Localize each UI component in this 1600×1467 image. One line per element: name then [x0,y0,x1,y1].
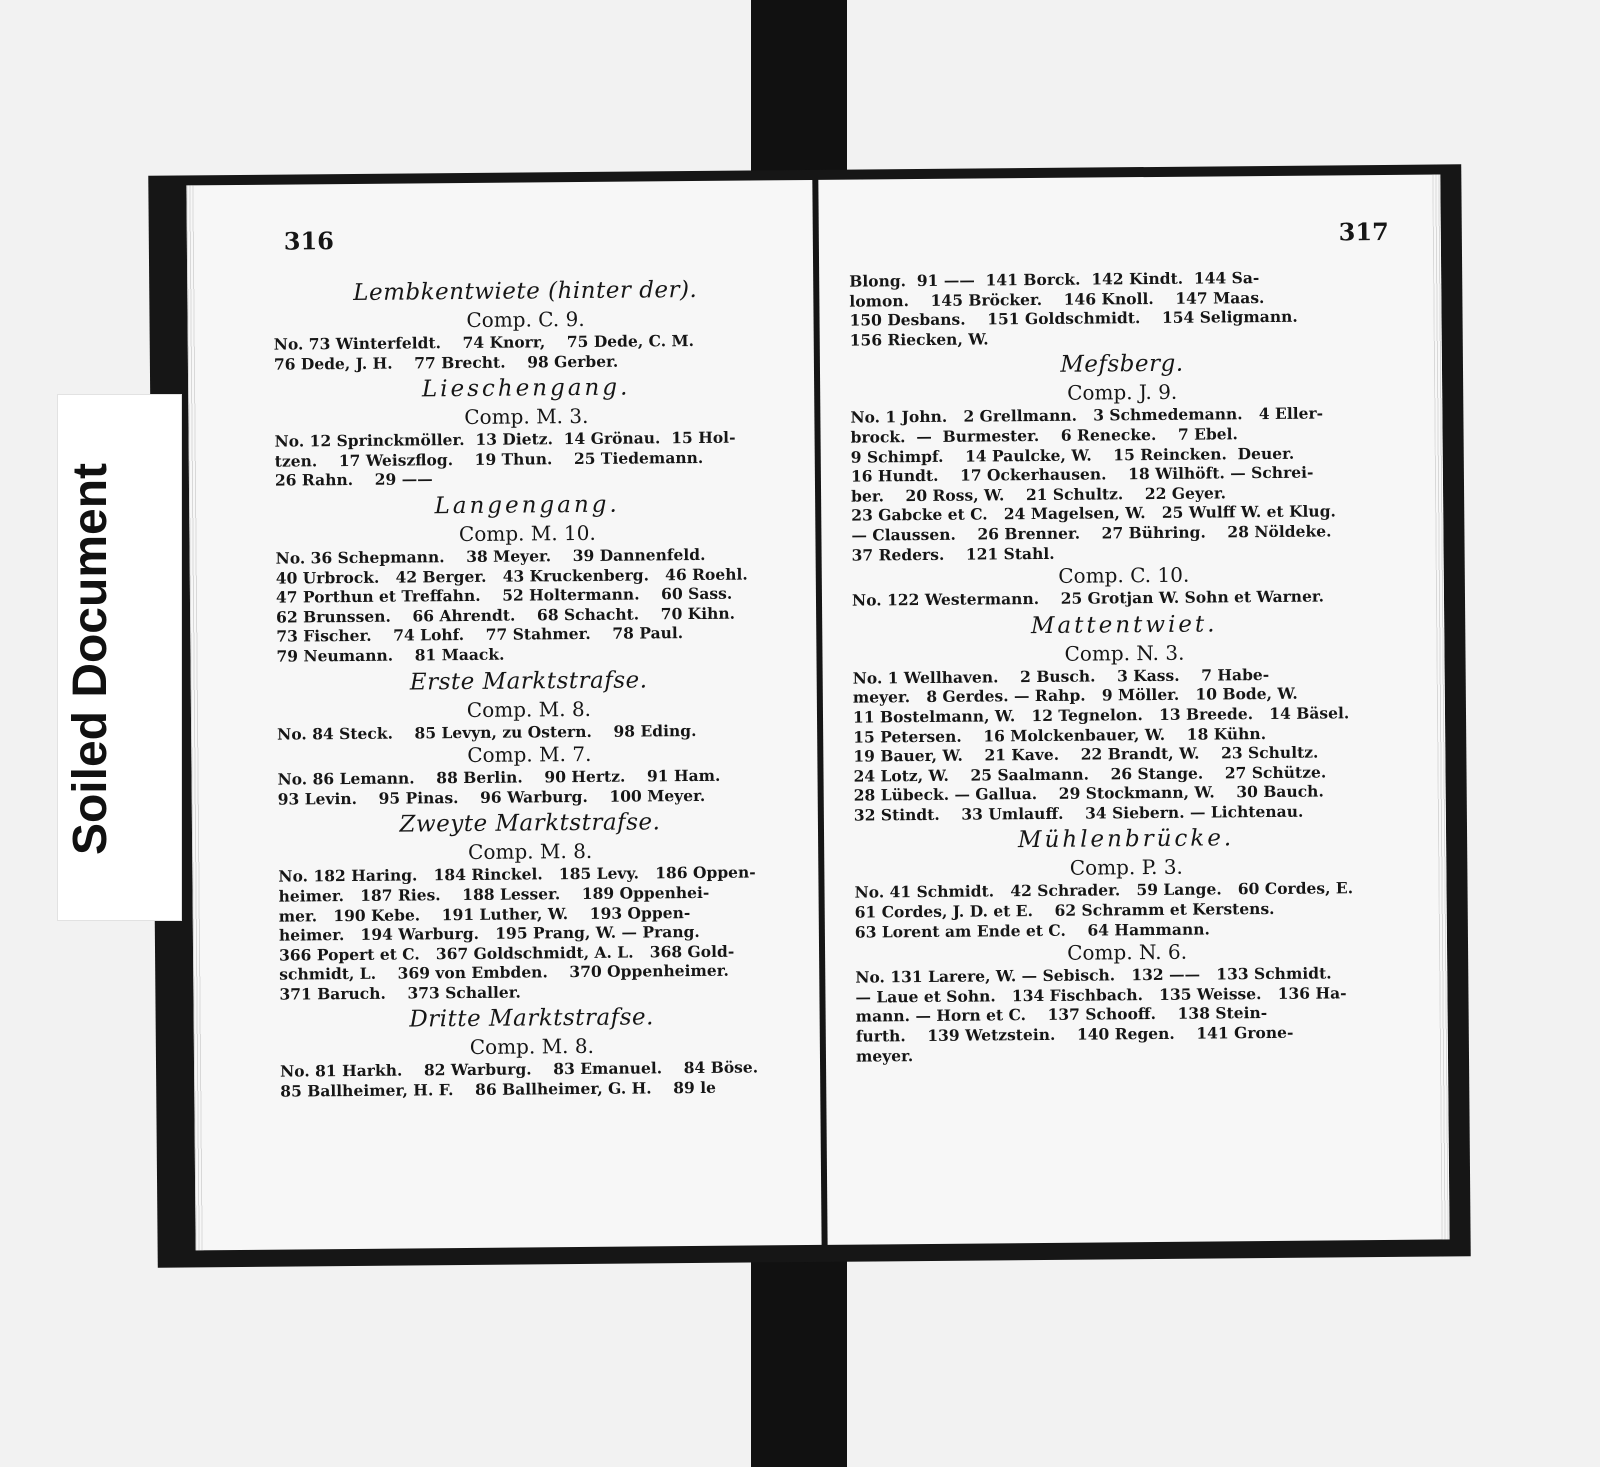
company-heading: Comp. M. 8. [469,1034,595,1060]
right-page [818,174,1449,1244]
entry-line: 47 Porthun et Treffahn. 52 Holtermann. 60 Sass. [275,583,733,607]
entry-list [276,544,781,666]
entry-line: 15 Petersen. 16 Molckenbauer, W. 18 Kühn. [853,723,1267,747]
entry-line: mann. — Horn et C. 137 Schooff. 138 Stein- [855,1003,1268,1027]
street-heading: Lieschengang. [421,374,631,403]
entry-line: No. 73 Winterfeldt. 74 Knorr, 75 Dede, C. M. [273,330,695,354]
entry-line: 40 Urbrock. 42 Berger. 43 Kruckenberg. 46 Roehl. [275,564,748,588]
company-heading: Comp. N. 3. [1064,640,1185,666]
entry-line: 9 Schimpf. 14 Paulcke, W. 15 Reincken. Deuer. [850,443,1295,467]
entry-line: 76 Dede, J. H. 77 Brecht. 98 Gerber. [273,351,619,374]
entry-line: 28 Lübeck. — Gallua. 29 Stockmann, W. 30 Bauch. [853,781,1324,805]
entry-line: — Claussen. 26 Brenner. 27 Bühring. 28 Nöldeke. [851,521,1332,545]
entry-line: No. 84 Steck. 85 Levyn, zu Ostern. 98 Eding. [277,720,697,744]
company-heading: Comp. M. 3. [464,404,589,430]
company-heading: Comp. P. 3. [1069,855,1183,881]
street-heading: Erste Marktstrafse. [409,666,648,696]
entry-line: 11 Bostelmann, W. 12 Tegnelon. 13 Breede. 14 Bäsel. [852,703,1350,727]
entry-line: 24 Lotz, W. 25 Saalmann. 26 Stange. 27 Schütze. [853,762,1327,786]
entry-list [855,963,1400,1066]
entry-line: heimer. 194 Warburg. 195 Prang, W. — Prang. [278,922,700,945]
entry-line: tzen. 17 Weiszflog. 19 Thun. 25 Tiedemann. [274,447,704,471]
company-heading: Comp. N. 6. [1067,939,1188,966]
entry-line: 37 Reders. 121 Stahl. [851,543,1055,565]
entry-line: No. 122 Westermann. 25 Grotjan W. Sohn et Warner. [851,586,1325,610]
entry-line: No. 1 Wellhaven. 2 Busch. 3 Kass. 7 Habe- [852,664,1270,688]
entry-line: No. 86 Lemann. 88 Berlin. 90 Hertz. 91 Ham. [277,765,721,789]
entry-list [854,878,1398,942]
mount-strip-top [751,0,847,183]
page-number-right: 317 [1338,216,1389,247]
entry-line: No. 81 Harkh. 82 Warburg. 83 Emanuel. 84 Böse. [280,1057,759,1082]
entry-line: 61 Cordes, J. D. et E. 62 Schramm et Kerstens. [854,899,1275,922]
street-heading: Mühlenbrücke. [1017,825,1235,854]
entry-line: — Laue et Sohn. 134 Fischbach. 135 Weisse. 136 Ha- [855,983,1347,1007]
left-page [186,180,821,1250]
entry-line: Blong. 91 —— 141 Borck. 142 Kindt. 144 Sa- [849,268,1260,291]
entry-line: 366 Popert et C. 367 Goldschmidt, A. L. 368 Gold- [278,941,735,965]
street-heading: Zweyte Marktstrafse. [399,809,661,838]
company-heading: Comp. C. 9. [466,306,585,332]
entry-list [850,403,1395,564]
entry-line: No. 1 John. 2 Grellmann. 3 Schmedemann. 4 Eller- [850,403,1324,428]
company-heading: Comp. M. 8. [466,696,592,722]
street-heading: Langengang. [434,491,620,520]
entry-line: No. 36 Schepmann. 38 Meyer. 39 Dannenfeld. [275,544,706,568]
entry-list [278,863,783,1005]
entry-line: No. 41 Schmidt. 42 Schrader. 59 Lange. 60 Cordes, E. [854,878,1354,903]
entry-list [274,330,778,374]
left-page-content [273,272,784,1101]
mount-strip-bottom [751,1248,847,1467]
entry-line: ber. 20 Ross, W. 21 Schultz. 22 Geyer. [850,483,1227,506]
entry-line: 85 Ballheimer, H. F. 86 Ballheimer, G. H. 89 le [280,1077,717,1101]
page-edge [1432,174,1449,1239]
entry-line: 26 Rahn. 29 —— [274,469,433,491]
entry-line: lomon. 145 Bröcker. 146 Knoll. 147 Maas. [849,287,1265,311]
entry-line: No. 12 Sprinckmöller. 13 Dietz. 14 Grönau. 15 Hol- [274,427,736,451]
company-heading: Comp. M. 8. [468,839,593,865]
street-heading: Lembkentwiete (hinter der). [353,276,698,306]
entry-list [853,664,1398,825]
entry-line: meyer. 8 Gerdes. — Rahp. 9 Möller. 10 Bode, W. [852,684,1298,707]
page-number-left: 316 [283,226,335,256]
entry-line: 16 Hundt. 17 Ockerhausen. 18 Wilhöft. — Schrei- [850,462,1314,486]
entry-line: heimer. 187 Ries. 188 Lesser. 189 Oppenhei- [278,882,710,906]
entry-line: 371 Baruch. 373 Schaller. [279,982,521,1004]
entry-line: brock. — Burmester. 6 Renecke. 7 Ebel. [850,424,1238,447]
entry-line: 79 Neumann. 81 Maack. [276,644,505,666]
street-heading: Mattentwiet. [1030,611,1218,639]
open-book [148,164,1470,1267]
street-heading: Dritte Marktstrafse. [409,1004,655,1033]
entry-line: 23 Gabcke et C. 24 Magelsen, W. 25 Wulff W. et Klug. [851,501,1336,525]
street-heading: Mefsberg. [1060,351,1184,379]
entry-line: 93 Levin. 95 Pinas. 96 Warburg. 100 Meyer. [277,785,706,809]
company-heading: Comp. M. 7. [467,742,592,768]
entry-line: meyer. [855,1045,914,1066]
page-edge [186,185,203,1250]
entry-line: 62 Brunssen. 66 Ahrendt. 68 Schacht. 70 Kihn. [276,603,736,627]
entry-line: No. 182 Haring. 184 Rinckel. 185 Levy. 186 Oppen- [278,862,756,886]
entry-list [852,586,1396,610]
entry-line: schmidt, L. 369 von Embden. 370 Oppenheimer. [279,960,729,984]
soiled-document-label-text: Soiled Document [64,462,117,856]
right-page-content [849,267,1400,1066]
entry-line: 63 Lorent am Ende et C. 64 Hammann. [854,919,1210,942]
entry-line: 150 Desbans. 151 Goldschmidt. 154 Seligmann. [849,306,1298,330]
entry-line: No. 131 Larere, W. — Sebisch. 132 —— 133 Schmidt. [855,963,1332,987]
entry-line: 32 Stindt. 33 Umlauff. 34 Siebern. — Lichtenau. [853,801,1304,825]
entry-line: mer. 190 Kebe. 191 Luther, W. 193 Oppen- [278,902,691,926]
entry-list [280,1058,784,1102]
company-heading: Comp. C. 10. [1058,562,1190,588]
entry-line: 19 Bauer, W. 21 Kave. 22 Brandt, W. 23 Schultz. [853,742,1319,766]
company-heading: Comp. J. 9. [1067,380,1178,406]
entry-line: 73 Fischer. 74 Lohf. 77 Stahmer. 78 Paul. [276,623,684,646]
entry-line: furth. 139 Wetzstein. 140 Regen. 141 Grone- [855,1022,1294,1046]
entry-list [277,765,781,809]
entry-list [849,267,1394,350]
company-heading: Comp. M. 10. [458,520,596,547]
entry-list [274,427,778,490]
entry-line: 156 Riecken, W. [849,329,989,350]
